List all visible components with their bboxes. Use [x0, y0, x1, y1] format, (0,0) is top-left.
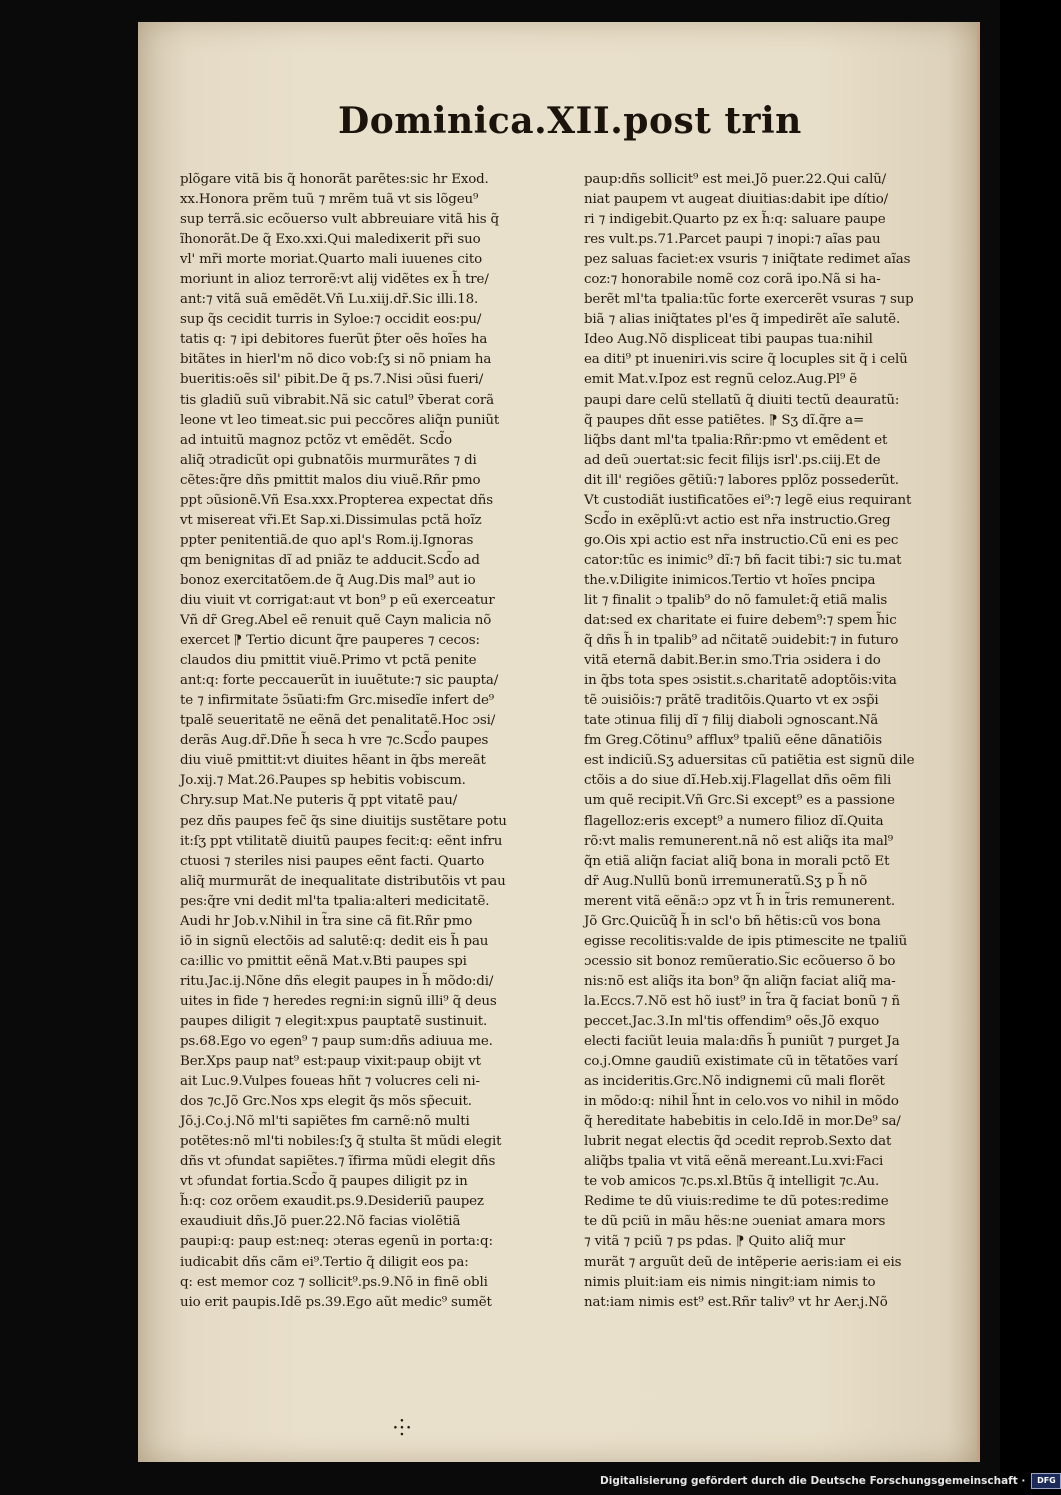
text-line: potẽtes:nõ ml'ti nobiles:ſʒ q̃ stulta s̃t mũdi elegit [180, 1134, 502, 1150]
text-line: leone vt leo timeat.sic pui peccõres aliq̃n puniũt [180, 412, 500, 428]
text-line: moriunt in alioz terrorẽ:vt alij vidẽtes ex h̃ tre/ [180, 272, 489, 288]
text-line: q̃n etiã aliq̃n faciat aliq̃ bona in morali pctõ Et [584, 853, 890, 869]
text-line: iõ in signũ electõis ad salutẽ:q: dedit eis h̃ pau [180, 933, 489, 949]
text-line: cẽtes:q̃re dñs pmittit malos diu viuẽ.Rñr pmo [180, 472, 481, 488]
right-text-column [584, 170, 969, 1313]
text-line: pez saluas faciet:ex vsuris ⁊ iniq̃tate redimet aĩas [584, 252, 911, 268]
text-line: ant:q: forte peccauerũt in iuuẽtute:⁊ sic paupta/ [180, 673, 499, 689]
text-line: paupi:q: paup est:neq: ɔteras egenũ in porta:q: [180, 1234, 493, 1250]
text-line: la.Eccs.7.Nõ est hõ iust⁹ in t̃ra q̃ faciat bonũ ⁊ ñ [584, 993, 900, 1009]
text-line: q̃ hereditate habebitis in celo.Idẽ in mor.De⁹ sa/ [584, 1114, 901, 1130]
text-line: te vob amicos ⁊c.ps.xl.Btũs q̃ intelligit ⁊c.Au. [584, 1174, 880, 1190]
text-line: go.Ois xpi actio est nr̃a instructio.Cũ eni es pec [584, 532, 899, 548]
text-line: pez dñs paupes fec̃ q̃s sine diuitijs sustẽtare potu [180, 813, 507, 829]
text-line: nimis pluit:iam eis nimis ningit:iam nimis to [584, 1274, 876, 1290]
text-line: ad deũ ɔuertat:sic fecit filijs isrl'.ps.ciij.Et de [584, 452, 881, 468]
text-line: est indiciũ.Sʒ aduersitas cũ patiẽtia est signũ dile [584, 753, 915, 769]
text-line: te ⁊ infirmitate ɔ̃sũati:fm Grc.misedĩe infert de⁹ [180, 693, 494, 709]
text-line: dit ill' regiões gẽtiũ:⁊ labores pplõz possederũt. [584, 472, 899, 488]
text-line: nis:nõ est aliq̃s ita bon⁹ q̃n aliq̃n faciat aliq̃ ma- [584, 973, 896, 989]
text-line: res vult.ps.71.Parcet paupi ⁊ inopi:⁊ aĩas pau [584, 232, 881, 248]
text-line: Jõ Grc.Quicũq̃ h̃ in scl'o bñ hẽtis:cũ vos bona [584, 913, 881, 929]
text-line: iudicabit dñs cãm ei⁹.Tertio q̃ diligit eos pa: [180, 1254, 469, 1270]
text-line: uio erit paupis.Idẽ ps.39.Ego aũt medic⁹ sumẽt [180, 1294, 492, 1310]
text-line: rõ:vt malis remunerent.nã nõ est aliq̃s ita mal⁹ [584, 833, 894, 849]
text-line: Vñ dr̃ Greg.Abel eẽ renuit quẽ Cayn malicia nõ [180, 613, 492, 629]
text-line: ĩhonorãt.De q̃ Exo.xxi.Qui maledixerit pr̃i suo [180, 232, 481, 248]
text-line: sup q̃s cecidit turris in Syloe:⁊ occidit eos:pu/ [180, 312, 482, 328]
text-line: tis gladiũ suũ vibrabit.Nã sic catul⁹ v̄berat corã [180, 392, 494, 408]
text-line: fm Greg.Cõtinu⁹ afflux⁹ tpaliũ eẽne dãnatiõis [584, 733, 882, 749]
dfg-logo-icon: DFG [1031, 1473, 1061, 1489]
text-line: exaudiuit dñs.Jõ puer.22.Nõ facias violẽtiã [180, 1214, 461, 1230]
text-line: vt misereat vr̃i.Et Sap.xi.Dissimulas pctã hoĩz [180, 512, 482, 528]
text-line: coz:⁊ honorabile nomẽ coz corã ipo.Nã si ha- [584, 272, 881, 288]
text-line: te dũ pciũ in mãu hẽs:ne ɔueniat amara mors [584, 1214, 886, 1230]
text-line: lubrit negat electis q̃d ɔcedit reprob.Sexto dat [584, 1134, 892, 1150]
text-line: derãs Aug.dr̃.Dñe h̃ seca h vre ⁊c.Scd̃o paupes [180, 733, 489, 749]
text-line: bitãtes in hierl'm nõ dico vob:ſʒ si nõ pniam ha [180, 352, 492, 368]
text-line: biã ⁊ alias iniq̃tates pl'es q̃ impedirẽt aĩe salutẽ. [584, 312, 901, 328]
text-line: paupes diligit ⁊ elegit:xpus pauptatẽ sustinuit. [180, 1013, 488, 1029]
text-line: sup terrã.sic ecõuerso vult abbreuiare vitã his q̃ [180, 212, 499, 228]
text-line: ctõis a do siue dĩ.Heb.xij.Flagellat dñs oẽm fili [584, 773, 892, 789]
text-line: egisse recolitis:valde de ipis ptimescite ne tpaliũ [584, 933, 908, 949]
text-line: plõgare vitã bis q̃ honorãt parẽtes:sic hr Exod. [180, 172, 489, 187]
text-line: paup:dñs sollicit⁹ est mei.Jõ puer.22.Qui calũ/ [584, 172, 887, 187]
text-line: cator:tũc es inimic⁹ dĩ:⁊ bñ facit tibi:⁊ sic tu.mat [584, 552, 902, 568]
text-line: electi faciũt leuia mala:dñs h̃ puniũt ⁊ purget Ja [584, 1034, 900, 1050]
text-line: ant:⁊ vitã suã emẽdẽt.Vñ Lu.xiij.dr̃.Sic illi.18. [180, 292, 479, 308]
text-line: Scd̃o in exẽplũ:vt actio est nr̃a instructio.Greg [584, 512, 891, 528]
text-line: in q̃bs tota spes ɔsistit.s.charitatẽ adoptõis:vita [584, 673, 897, 689]
left-text-column [180, 170, 565, 1313]
text-line: it:ſʒ ppt vtilitatẽ diuitũ paupes fecit:q: eẽnt infru [180, 833, 503, 849]
text-line: ritu.Jac.ij.Nõne dñs elegit paupes in h̃ mõdo:di/ [180, 973, 494, 989]
text-line: Ber.Xps paup nat⁹ est:paup vixit:paup obijt vt [180, 1054, 481, 1070]
text-line: diu viuit vt corrigat:aut vt bon⁹ p eũ exerceatur [180, 592, 495, 608]
text-line: ca:illic vo pmittit eẽnã Mat.v.Bti paupes spi [180, 953, 467, 969]
text-line: ri ⁊ indigebit.Quarto pz ex h̃:q: saluare paupe [584, 212, 886, 228]
text-line: berẽt ml'ta tpalia:tũc forte exercerẽt vsuras ⁊ sup [584, 292, 914, 308]
text-line: murãt ⁊ arguũt deũ de intẽperie aeris:iam ei eis [584, 1254, 902, 1270]
text-line: Jo.xij.⁊ Mat.26.Paupes sp hebitis vobiscum. [180, 773, 466, 789]
text-line: ppt ɔũsionẽ.Vñ Esa.xxx.Propterea expectat dñs [180, 492, 493, 508]
text-line: tpalẽ seueritatẽ ne eẽnã det penalitatẽ.Hoc ɔsi/ [180, 713, 496, 729]
text-line: as incideritis.Grc.Nõ indignemi cũ mali florẽt [584, 1074, 885, 1090]
text-line: ppter penitentiã.de quo apl's Rom.ij.Ignoras [180, 532, 474, 548]
text-line: ⁊ vitã ⁊ pciũ ⁊ ps pdas. ⁋ Quito aliq̃ mur [584, 1234, 845, 1250]
text-line: exercet ⁋ Tertio dicunt q̃re pauperes ⁊ cecos: [180, 633, 480, 649]
text-line: pes:q̃re vni dedit ml'ta tpalia:alteri medicitatẽ. [180, 893, 490, 909]
text-line: dr̃ Aug.Nullũ bonũ irremuneratũ.Sʒ p h̃ nõ [584, 873, 868, 889]
text-line: claudos diu pmittit viuẽ.Primo vt pctã penite [180, 653, 477, 669]
text-line: dat:sed ex charitate ei fuire debem⁹:⁊ spem h̃ic [584, 613, 897, 629]
text-line: ea diti⁹ pt inueniri.vis scire q̃ locuples sit q̃ i celũ [584, 352, 908, 368]
text-line: ctuosi ⁊ steriles nisi paupes eẽnt facti. Quarto [180, 853, 485, 869]
text-line: peccet.Jac.3.In ml'tis offendim⁹ oẽs.Jõ exquo [584, 1013, 880, 1029]
text-line: Audi hr Job.v.Nihil in t̃ra sine cã fit.Rñr pmo [180, 913, 473, 929]
text-line: tatis q: ⁊ ipi debitores fuerũt p̃ter oẽs hoĩes ha [180, 332, 488, 348]
running-head: Dominica.XII.post trin [338, 100, 802, 142]
text-line: aliq̃ ɔtradicũt opi gubnatõis murmurãtes ⁊ di [180, 452, 477, 468]
text-line: ad intuitũ magnoz pctõz vt emẽdẽt. Scd̃o [180, 432, 452, 448]
text-line: h̃:q: coz orõem exaudit.ps.9.Desideriũ paupez [180, 1194, 484, 1210]
text-line: niat paupem vt augeat diuitias:dabit ipe dítio/ [584, 192, 889, 208]
text-line: tate ɔtinua filij dĩ ⁊ filij diaboli ɔgnoscant.Nã [584, 713, 879, 729]
text-line: lit ⁊ finalit ɔ tpalib⁹ do nõ famulet:q̃ etiã malis [584, 592, 888, 608]
text-line: aliq̃ murmurãt de inequalitate distributõis vt pau [180, 873, 506, 889]
text-line: vitã eternã dabit.Ber.in smo.Tria ɔsidera i do [584, 653, 881, 669]
text-line: um quẽ recipit.Vñ Grc.Si except⁹ es a passione [584, 793, 895, 809]
text-line: dos ⁊c.Jõ Grc.Nos xps elegit q̃s mõs sp̃ecuit. [180, 1094, 472, 1110]
text-line: Vt custodiãt iustificatões ei⁹:⁊ legẽ eius requirant [584, 492, 912, 508]
text-line: ps.68.Ego vo egen⁹ ⁊ paup sum:dñs adiuua me. [180, 1034, 493, 1050]
text-line: aliq̃bs tpalia vt vitã eẽnã mereant.Lu.xvi:Faci [584, 1154, 884, 1170]
text-line: uites in fide ⁊ heredes regni:in signũ illi⁹ q̃ deus [180, 993, 497, 1009]
text-line: Ideo Aug.Nõ displiceat tibi paupas tua:nihil [584, 332, 873, 348]
text-line: tẽ ɔuisiõis:⁊ prãtẽ traditõis.Quarto vt ex ɔsp̃i [584, 693, 879, 709]
printer-ornament: ⸭ [393, 1416, 412, 1441]
text-line: q̃ dñs h̃ in tpalib⁹ ad nc̃itatẽ ɔuidebit:⁊ in futuro [584, 633, 899, 649]
text-line: vt ɔfundat fortia.Scd̃o q̃ paupes diligit pz in [180, 1174, 468, 1190]
text-line: ɔcessio sit bonoz remũeratio.Sic ecõuerso õ bo [584, 953, 896, 969]
footer-credit-text: Digitalisierung gefördert durch die Deutsche Forschungsgemeinschaft · [600, 1475, 1026, 1487]
text-line: q̃ paupes dñt esse patiẽtes. ⁋ Sʒ dĩ.q̃re a= [584, 412, 865, 428]
text-line: liq̃bs dant ml'ta tpalia:Rñr:pmo vt emẽdent et [584, 432, 888, 448]
text-line: co.j.Omne gaudiũ existimate cũ in tẽtatões varí [584, 1054, 898, 1070]
text-line: dñs vt ɔfundat sapiẽtes.⁊ ĩfirma mũdi elegit dñs [180, 1154, 496, 1170]
book-page [138, 22, 980, 1462]
text-line: ait Luc.9.Vulpes foueas hñt ⁊ volucres celi ni- [180, 1074, 480, 1090]
text-line: q: est memor coz ⁊ sollicit⁹.ps.9.Nõ in finẽ obli [180, 1274, 488, 1290]
text-line: bueritis:oẽs sil' pibit.De q̃ ps.7.Nisi ɔũsi fueri/ [180, 372, 484, 388]
text-line: diu viuẽ pmittit:vt diuites hẽant in q̃bs mereãt [180, 753, 486, 769]
text-line: the.v.Diligite inimicos.Tertio vt hoĩes pncipa [584, 572, 876, 588]
text-line: Redime te dũ viuis:redime te dũ potes:redime [584, 1194, 889, 1210]
text-line: nat:iam nimis est⁹ est.Rñr taliv⁹ vt hr Aer.j.Nõ [584, 1294, 888, 1310]
text-line: flagelloz:eris except⁹ a numero filioz dĩ.Quita [584, 813, 884, 829]
text-line: Jõ.j.Co.j.Nõ ml'ti sapiẽtes fm carnẽ:nõ multi [180, 1114, 470, 1130]
text-line: merent vitã eẽnã:ɔ ɔpz vt h̃ in t̃ris remunerent. [584, 893, 895, 909]
text-line: qm benignitas dĩ ad pniãz te adducit.Scd̃o ad [180, 552, 480, 568]
text-line: emit Mat.v.Ipoz est regnũ celoz.Aug.Pl⁹ ẽ [584, 372, 858, 388]
text-line: xx.Honora prẽm tuũ ⁊ mrẽm tuã vt sis lõgeu⁹ [180, 192, 479, 208]
digitization-footer [600, 1470, 1061, 1492]
text-line: bonoz exercitatõem.de q̃ Aug.Dis mal⁹ aut io [180, 572, 476, 588]
text-line: vl' mr̃i morte moriat.Quarto mali iuuenes cito [180, 252, 483, 268]
text-line: paupi dare celũ stellatũ q̃ diuiti tectũ deauratũ: [584, 392, 900, 408]
text-line: Chry.sup Mat.Ne puteris q̃ ppt vitatẽ pau/ [180, 793, 458, 809]
text-line: in mõdo:q: nihil h̃nt in celo.vos vo nihil in mõdo [584, 1094, 899, 1110]
